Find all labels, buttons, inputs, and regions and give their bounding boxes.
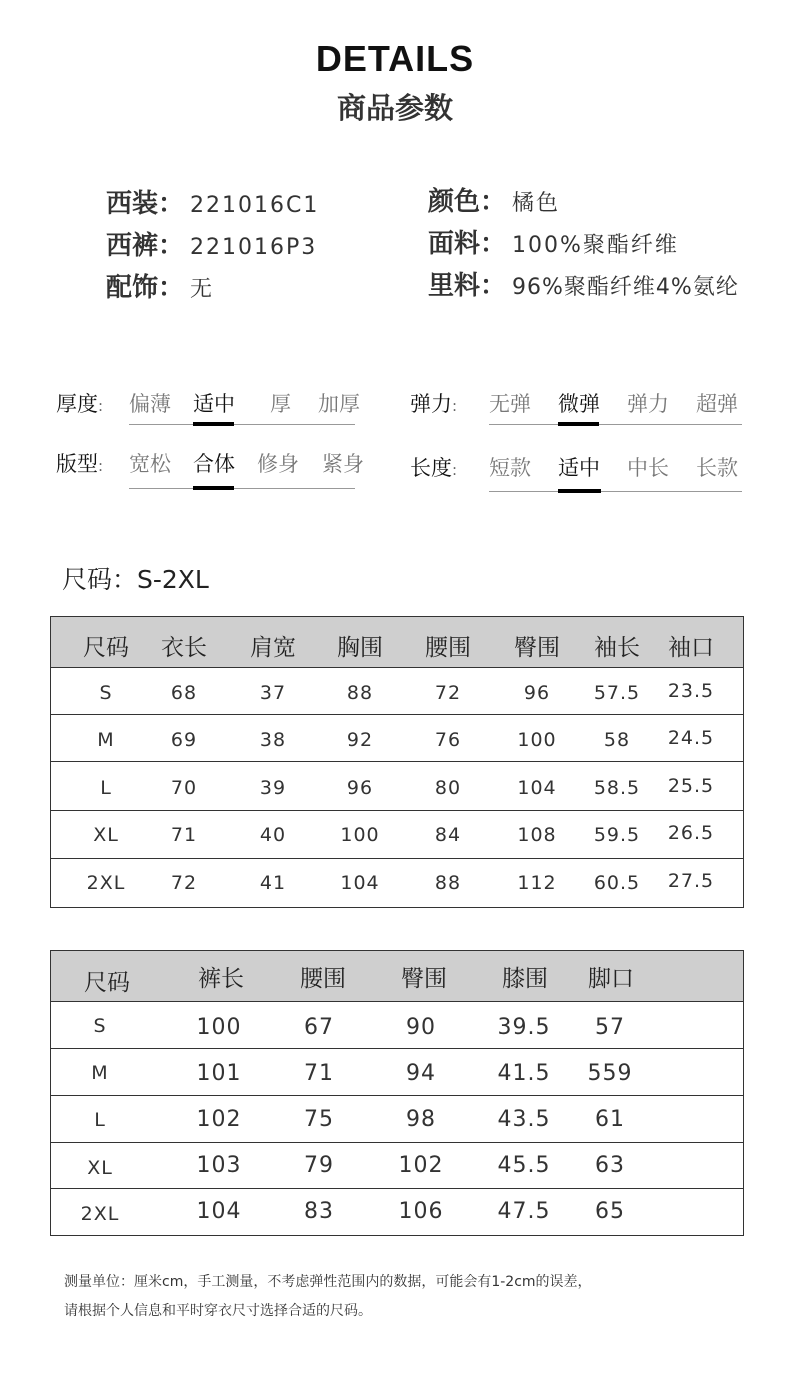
table-cell: 71 (170, 824, 198, 846)
spec-fabric-value: 100%聚酯纤维 (512, 233, 679, 258)
option-length-mid-long: 中长 (627, 456, 669, 480)
spec-accessory (106, 267, 214, 304)
table-cell: 65 (595, 1199, 625, 1224)
table-cell: 112 (517, 872, 557, 894)
pants-header-hem: 脚口 (588, 966, 634, 992)
option-thickness-thin: 偏薄 (129, 392, 171, 416)
table-cell: 88 (434, 872, 462, 894)
table-cell: S (99, 682, 113, 704)
attr-thickness-label-text: 厚度 (56, 392, 98, 416)
attr-elasticity-label-text: 弹力 (410, 392, 452, 416)
table-cell: 104 (340, 872, 380, 894)
table-cell: 90 (406, 1015, 436, 1040)
spec-fabric (428, 223, 679, 260)
option-fit-loose: 宽松 (129, 452, 171, 476)
elasticity-selected-marker (558, 422, 599, 426)
table-cell: 75 (304, 1107, 334, 1132)
table-cell: 2XL (80, 1203, 120, 1225)
elasticity-track (489, 424, 742, 425)
jacket-header-cuff: 袖口 (668, 635, 714, 661)
spec-pants (106, 225, 317, 262)
option-fit-slim: 修身 (257, 452, 299, 476)
jacket-header-waist: 腰围 (425, 635, 471, 661)
pants-table-header (51, 951, 743, 1002)
thickness-track (129, 424, 355, 425)
attr-elasticity-colon: : (452, 397, 458, 415)
table-cell: 60.5 (593, 872, 641, 894)
attr-length-colon: : (452, 461, 458, 479)
page-title-cn: 商品参数 (336, 91, 453, 125)
jacket-header-hip: 臀围 (514, 635, 560, 661)
table-cell: M (97, 729, 115, 751)
jacket-header-length: 衣长 (161, 635, 207, 661)
table-row (51, 667, 743, 715)
table-row (51, 714, 743, 762)
table-cell: 40 (259, 824, 287, 846)
jacket-header-chest: 胸围 (337, 635, 383, 661)
table-cell: 83 (304, 1199, 334, 1224)
table-cell: 27.5 (667, 870, 715, 892)
spec-suit-key: 西装： (106, 189, 185, 219)
table-row (51, 1188, 743, 1235)
table-cell: 92 (346, 729, 374, 751)
table-cell: 26.5 (667, 822, 715, 844)
attr-elasticity-label (410, 388, 457, 418)
pants-header-hip: 臀围 (401, 966, 447, 992)
spec-lining (428, 265, 739, 302)
table-cell: 98 (406, 1107, 436, 1132)
table-cell: 41.5 (497, 1061, 551, 1086)
option-thickness-extra-thick: 加厚 (318, 392, 360, 416)
option-elasticity-super: 超弹 (696, 392, 738, 416)
thickness-selected-marker (193, 422, 234, 426)
table-cell: S (93, 1015, 107, 1037)
option-length-medium: 适中 (558, 456, 600, 480)
table-cell: L (94, 1109, 106, 1131)
pants-header-length: 裤长 (198, 966, 244, 992)
spec-color-key: 颜色： (428, 187, 507, 217)
measurement-note-line1: 测量单位：厘米cm，手工测量，不考虑弹性范围内的数据，可能会有1-2cm的误差， (64, 1274, 592, 1290)
table-cell: 47.5 (497, 1199, 551, 1224)
table-cell: 67 (304, 1015, 334, 1040)
option-elasticity-slight: 微弹 (558, 392, 600, 416)
measurement-note-line2: 请根据个人信息和平时穿衣尺寸选择合适的尺码。 (64, 1303, 372, 1319)
pants-header-waist: 腰围 (300, 966, 346, 992)
jacket-table-header (51, 617, 743, 668)
table-row (51, 1142, 743, 1189)
table-cell: 100 (340, 824, 380, 846)
length-track (489, 491, 742, 492)
attr-fit-colon: : (98, 457, 104, 475)
table-row (51, 1095, 743, 1143)
table-cell: 72 (170, 872, 198, 894)
table-cell: 58 (603, 729, 631, 751)
table-cell: 59.5 (593, 824, 641, 846)
table-cell: 100 (196, 1015, 242, 1040)
spec-suit (106, 183, 319, 220)
spec-pants-value: 221016P3 (190, 235, 318, 260)
table-cell: 70 (170, 777, 198, 799)
table-cell: 25.5 (667, 775, 715, 797)
table-cell: 106 (398, 1199, 444, 1224)
spec-fabric-key: 面料： (428, 229, 507, 259)
table-cell: 88 (346, 682, 374, 704)
attr-thickness-colon: : (98, 397, 104, 415)
table-cell: 38 (259, 729, 287, 751)
fit-selected-marker (193, 486, 234, 490)
table-row (51, 858, 743, 907)
table-cell: XL (93, 824, 119, 846)
table-cell: 45.5 (497, 1153, 551, 1178)
option-elasticity-elastic: 弹力 (627, 392, 669, 416)
spec-pants-key: 西裤： (106, 231, 185, 261)
jacket-header-sleeve: 袖长 (594, 635, 640, 661)
table-cell: 79 (304, 1153, 334, 1178)
table-cell: 102 (398, 1153, 444, 1178)
table-cell: 101 (196, 1061, 242, 1086)
table-cell: 2XL (86, 872, 126, 894)
jacket-size-table (50, 616, 744, 908)
table-row (51, 810, 743, 859)
table-cell: 39.5 (497, 1015, 551, 1040)
table-cell: 72 (434, 682, 462, 704)
table-cell: 108 (517, 824, 557, 846)
table-cell: 37 (259, 682, 287, 704)
option-thickness-medium: 适中 (193, 392, 235, 416)
option-length-long: 长款 (696, 456, 738, 480)
table-cell: 84 (434, 824, 462, 846)
table-cell: 63 (595, 1153, 625, 1178)
jacket-header-shoulder: 肩宽 (250, 635, 296, 661)
option-length-short: 短款 (489, 456, 531, 480)
table-cell: 103 (196, 1153, 242, 1178)
table-cell: 23.5 (667, 680, 715, 702)
table-cell: 96 (346, 777, 374, 799)
table-cell: 69 (170, 729, 198, 751)
table-row (51, 1001, 743, 1049)
attr-fit-label (56, 448, 103, 478)
table-cell: 80 (434, 777, 462, 799)
spec-color-value: 橘色 (512, 191, 561, 216)
pants-header-knee: 膝围 (502, 966, 548, 992)
table-cell: M (91, 1062, 109, 1084)
spec-lining-value: 96%聚酯纤维4%氨纶 (512, 275, 739, 300)
table-cell: 559 (587, 1061, 633, 1086)
table-cell: 71 (304, 1061, 334, 1086)
attr-length-label (410, 452, 457, 482)
page-title-en: DETAILS (315, 38, 475, 79)
table-cell: 76 (434, 729, 462, 751)
table-cell: 24.5 (667, 727, 715, 749)
option-fit-regular: 合体 (193, 452, 235, 476)
table-cell: 57 (595, 1015, 625, 1040)
table-cell: 58.5 (593, 777, 641, 799)
table-row (51, 1048, 743, 1096)
table-cell: 57.5 (593, 682, 641, 704)
length-selected-marker (558, 489, 601, 493)
table-cell: XL (87, 1157, 113, 1179)
spec-accessory-value: 无 (190, 277, 215, 302)
size-range: 尺码：S-2XL (62, 565, 209, 594)
table-cell: 96 (523, 682, 551, 704)
attr-length-label-text: 长度 (410, 456, 452, 480)
table-cell: L (100, 777, 112, 799)
table-cell: 39 (259, 777, 287, 799)
fit-track (129, 488, 355, 489)
table-cell: 41 (259, 872, 287, 894)
table-cell: 104 (196, 1199, 242, 1224)
table-cell: 104 (517, 777, 557, 799)
table-cell: 100 (517, 729, 557, 751)
spec-lining-key: 里料： (428, 271, 507, 301)
spec-suit-value: 221016C1 (190, 193, 320, 218)
spec-accessory-key: 配饰： (106, 273, 185, 303)
table-cell: 61 (595, 1107, 625, 1132)
table-row (51, 761, 743, 811)
table-cell: 43.5 (497, 1107, 551, 1132)
spec-color (428, 181, 560, 218)
pants-header-size: 尺码 (84, 970, 130, 996)
attr-thickness-label (56, 388, 103, 418)
attr-fit-label-text: 版型 (56, 452, 98, 476)
option-fit-tight: 紧身 (322, 452, 364, 476)
option-thickness-thick: 厚 (270, 392, 291, 416)
table-cell: 68 (170, 682, 198, 704)
jacket-header-size: 尺码 (83, 635, 129, 661)
pants-size-table (50, 950, 744, 1236)
option-elasticity-none: 无弹 (489, 392, 531, 416)
table-cell: 94 (406, 1061, 436, 1086)
table-cell: 102 (196, 1107, 242, 1132)
